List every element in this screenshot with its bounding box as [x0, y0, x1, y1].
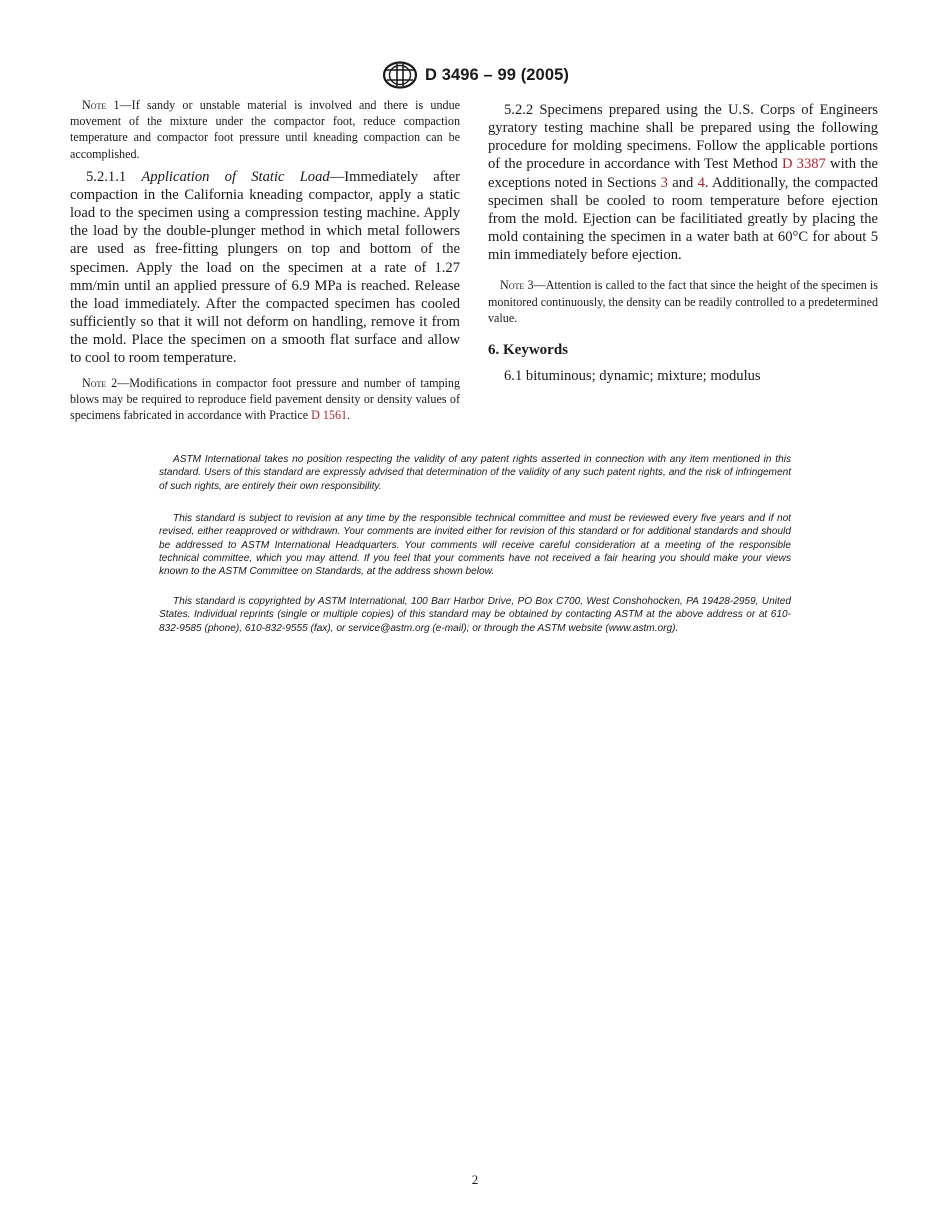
- paragraph-title: Application of Static Load: [141, 168, 330, 185]
- paragraph-6-1: 6.1 bituminous; dynamic; mixture; modulus: [504, 368, 761, 385]
- left-column: [70, 97, 460, 423]
- test-method-d3387-link[interactable]: D 3387: [781, 156, 826, 173]
- note-text: 2—Modifications in compactor foot pressure and number of tamping blows may be required to reproduce field pavement density or density values of specimens fabricated in accordance with Practice: [70, 375, 460, 422]
- document-designation: D 3496 – 99 (2005): [425, 65, 569, 84]
- right-column: [488, 97, 878, 385]
- section-4-link[interactable]: 4: [697, 174, 705, 191]
- note-label: Note: [82, 375, 107, 390]
- note-text: 1—If sandy or unstable material is involved and there is undue movement of the mixture under the compactor foot, reduce compaction temperature and compactor foot pressure until kneading compaction can be accomplished.: [70, 98, 460, 161]
- paragraph-text: —Immediately after compaction in the California kneading compactor, apply a static load to the specimen using a compression testing machine. Apply the load by the double-plunger method in which metal followers are used as free-fitting plungers on top and bottom of the specimen. Apply the load on the specimen at a rate of 1.27 mm/min until an applied pressure of 6.9 MPa is reached. Release the load immediately. After the compacted specimen has cooled sufficiently so that it will not deform on handling, remove it from the mold. Place the specimen on a smooth flat surface and allow to cool to room temperature.: [70, 168, 460, 367]
- note-2: Note 2—Modifications in compactor foot pressure and number of tamping blows may be required to reproduce field pavement density or density values of specimens fabricated in accordance with Practice D 1561.: [70, 375, 460, 422]
- section-6-heading: 6. Keywords: [488, 342, 568, 359]
- note-label: Note: [82, 98, 107, 112]
- revision-notice: This standard is subject to revision at any time by the responsible technical committee and must be reviewed every five years and if not revised, either reapproved or withdrawn. Your comments are invited either for revision of this standard or for additional standards and should be addressed to ASTM International Headquarters. Your comments will receive careful consideration at a meeting of the responsible technical committee, which you may attend. If you feel that your comments have not received a fair hearing you should make your views known to the ASTM Committee on Standards, at the address shown below.: [159, 513, 791, 578]
- paragraph-number: 5.2.1.1: [86, 168, 142, 185]
- page-header: [0, 60, 950, 90]
- copyright-notice: This standard is copyrighted by ASTM International, 100 Barr Harbor Drive, PO Box C700, West Conshohocken, PA 19428-2959, United States. Individual reprints (single or multiple copies) of this standard may be obtained by contacting ASTM at the above address or at 610-832-9585 (phone), 610-832-9555 (fax), or service@astm.org (e-mail); or through the ASTM website (www.astm.org).: [159, 596, 791, 634]
- patent-notice: ASTM International takes no position respecting the validity of any patent rights asserted in connection with any item mentioned in this standard. Users of this standard are expressly advised that determination of the validity of any such patent rights, and the risk of infringement of such rights, are entirely their own responsibility.: [159, 454, 791, 492]
- note-3: [488, 277, 878, 326]
- section-3-link[interactable]: 3: [660, 174, 668, 191]
- astm-logo-icon: [381, 61, 419, 89]
- note-label: Note: [500, 278, 525, 293]
- page-number: 2: [471, 1172, 479, 1187]
- note-1: [70, 97, 460, 162]
- paragraph-5-2-2: 5.2.2 Specimens prepared using the U.S. Corps of Engineers gyratory testing machine shall be prepared using the following procedure for molding specimens. Follow the applicable portions of the procedure in accordance with Test Method D 3387 with the exceptions noted in Sections 3 and 4. Additionally, the compacted specimen shall be cooled to room temperature before ejection from the mold. Ejection can be facilitiated greatly by placing the mold containing the specimen in a water bath at 60°C for about 5 min immediately before ejection.: [488, 102, 878, 264]
- paragraph-5-2-1-1: [70, 168, 460, 368]
- note-text: 3—Attention is called to the fact that since the height of the specimen is monitored continuously, the density can be readily controlled to a predetermined value.: [488, 278, 878, 325]
- practice-d1561-link[interactable]: D 1561: [311, 407, 348, 422]
